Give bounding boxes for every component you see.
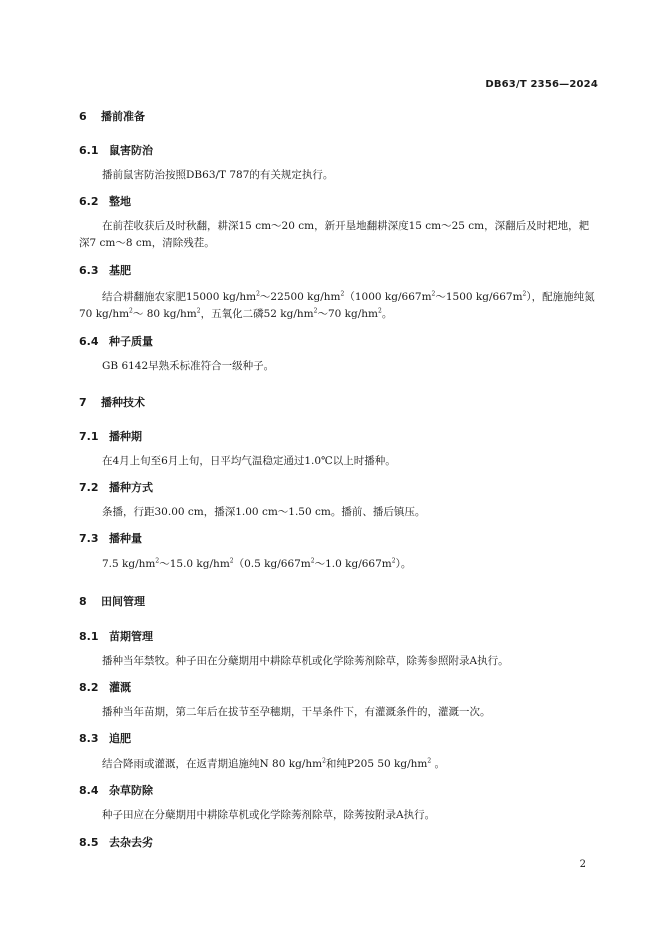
section-7-heading	[79, 394, 145, 410]
section-number: 8.2	[79, 681, 99, 694]
section-number: 7	[79, 396, 87, 409]
section-number: 6.2	[79, 195, 99, 208]
section-number: 6.4	[79, 335, 99, 348]
section-number: 8.4	[79, 784, 99, 797]
section-number: 7.1	[79, 430, 99, 443]
section-6-2-heading	[79, 193, 131, 209]
section-title: 鼠害防治	[109, 144, 153, 157]
section-number: 6.3	[79, 264, 99, 277]
section-title: 播前准备	[101, 110, 145, 123]
section-number: 7.3	[79, 532, 99, 545]
section-number: 6.1	[79, 144, 99, 157]
section-title: 去杂去劣	[109, 836, 153, 849]
section-title: 追肥	[109, 732, 131, 745]
section-8-2-heading	[79, 679, 131, 695]
section-title: 播种方式	[109, 481, 153, 494]
section-number: 8.1	[79, 630, 99, 643]
section-6-4-heading	[79, 333, 153, 349]
section-title: 播种技术	[101, 396, 145, 409]
section-number: 8.3	[79, 732, 99, 745]
section-title: 杂草防除	[109, 784, 153, 797]
section-7-2-heading	[79, 479, 153, 495]
section-number: 7.2	[79, 481, 99, 494]
section-number: 8	[79, 595, 87, 608]
section-7-3-text: 7.5 $kg/hm^2\sim 15.0$ $kg/hm^2(0.5$ $kg/667m^2\sim 1.0$ $kg/667m^2$）。	[102, 557, 412, 570]
section-8-2-text: 播种当年苗期，第二年后在拔节至孕穗期，干旱条件下，有灌溉条件的，灌溉一次。	[102, 706, 491, 718]
document-code: DB63/T 2356—2024	[485, 79, 598, 90]
section-title: 田间管理	[101, 595, 145, 608]
section-title: 整地	[109, 195, 131, 208]
section-8-5-heading	[79, 834, 153, 850]
section-7-2-text: 条播，行距30.00 cm，播深1.00 cm～1.50 cm。播前、播后镇压。	[102, 506, 426, 518]
section-6-1-text: 播前鼠害防治按照DB63/T 787的有关规定执行。	[102, 169, 334, 181]
page-number: 2	[579, 859, 586, 870]
section-8-1-heading	[79, 628, 153, 644]
section-number: 6	[79, 110, 87, 123]
section-7-1-heading	[79, 428, 142, 444]
section-7-1-text: 在4月上旬至6月上旬，日平均气温稳定通过1.0℃以上时播种。	[102, 455, 396, 467]
section-8-3-heading	[79, 730, 131, 746]
section-8-4-text: 种子田应在分蘖期用中耕除草机或化学除莠剂除草，除莠按附录A执行。	[102, 809, 436, 821]
section-6-3-heading	[79, 262, 131, 278]
section-6-3-text: 结合耕翻施农家肥15000 $kg/hm^2\sim 22500$ $kg/hm^2(1000$ $kg/667m^2\sim 1500$ $kg/667m^2$），配施施纯氮70 $kg/hm^2\sim$ 80 $kg/hm^2$，五氧化二磷52 $kg/hm^2\sim 70$ $kg/hm^2$。	[79, 290, 595, 320]
section-6-heading	[79, 108, 145, 124]
section-7-3-heading	[79, 530, 142, 546]
section-title: 播种期	[109, 430, 142, 443]
section-6-2-text: 在前茬收获后及时秋翻，耕深15 cm～20 cm，新开垦地翻耕深度15 cm～25 cm，深翻后及时耙地，耙深7 cm～8 cm，清除残茬。	[79, 220, 590, 249]
section-6-1-heading	[79, 142, 153, 158]
section-title: 灌溉	[109, 681, 131, 694]
section-title: 苗期管理	[109, 630, 153, 643]
section-8-heading	[79, 593, 145, 609]
section-title: 播种量	[109, 532, 142, 545]
section-title: 种子质量	[109, 335, 153, 348]
section-6-4-text: GB 6142早熟禾标准符合一级种子。	[102, 360, 275, 372]
section-number: 8.5	[79, 836, 99, 849]
section-8-1-text: 播种当年禁牧。种子田在分蘖期用中耕除草机或化学除莠剂除草，除莠参照附录A执行。	[102, 655, 509, 667]
section-8-3-text: 结合降雨或灌溉，在返青期追施纯N 80 $kg/hm^2$和纯P205 50 $kg/hm^2$ 。	[102, 757, 446, 770]
section-title: 基肥	[109, 264, 131, 277]
section-8-4-heading	[79, 782, 153, 798]
